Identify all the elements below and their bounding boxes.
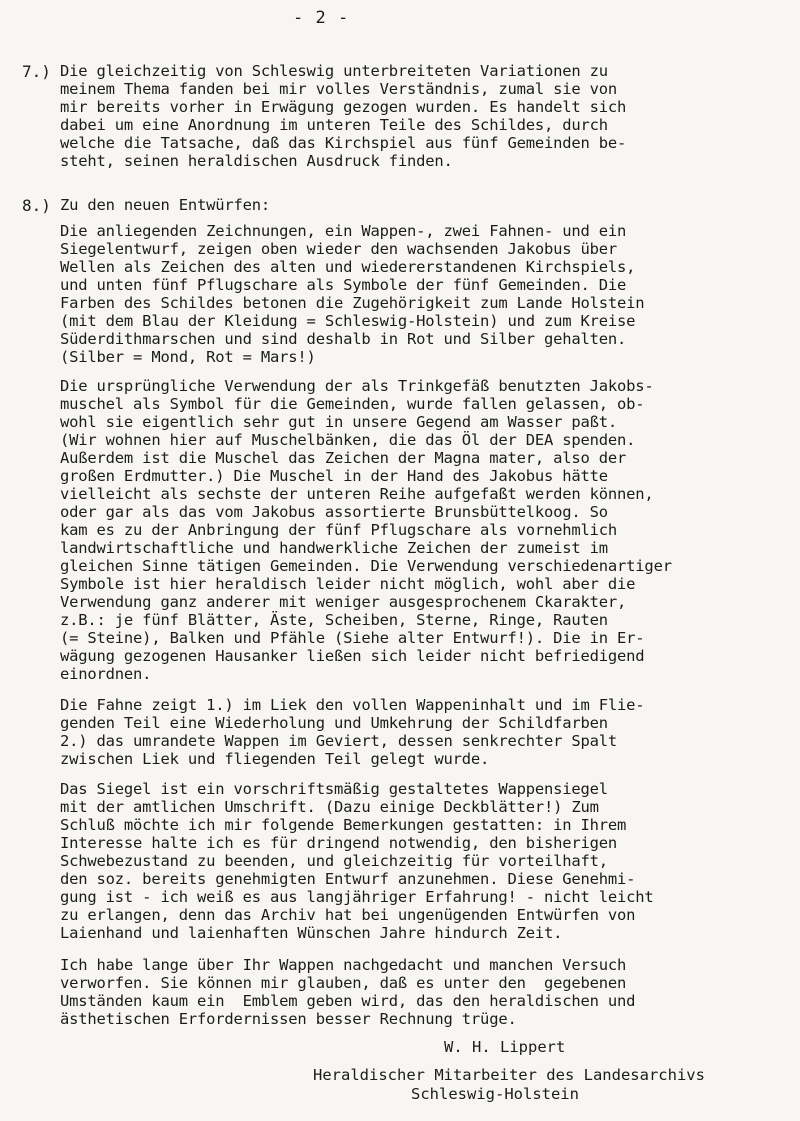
text-line: ästhetischen Erfordernissen besser Rechnung trüge. <box>60 1010 517 1028</box>
text-line: (Silber = Mond, Rot = Mars!) <box>60 348 316 366</box>
text-line: Umständen kaum ein Emblem geben wird, das den heraldischen und <box>60 992 636 1010</box>
section-8-number: 8.) <box>22 196 51 215</box>
text-line: (Wir wohnen hier auf Muschelbänken, die das Öl der DEA spenden. <box>60 431 636 449</box>
text-line: Wellen als Zeichen des alten und wiedererstandenen Kirchspiels, <box>60 258 636 276</box>
text-line: (mit dem Blau der Kleidung = Schleswig-Holstein) und zum Kreise <box>60 312 636 330</box>
text-line: zu erlangen, denn das Archiv hat bei ungenügenden Entwürfen von <box>60 906 636 924</box>
section-8-heading-row <box>22 196 762 214</box>
paragraph-shell <box>60 377 780 683</box>
paragraph-drawings <box>60 222 780 366</box>
section-7-number: 7.) <box>22 62 51 81</box>
text-line: Die anliegenden Zeichnungen, ein Wappen-, zwei Fahnen- und ein <box>60 222 627 240</box>
text-line: meinem Thema fanden bei mir volles Verständnis, zumal sie von <box>60 80 618 98</box>
text-line: landwirtschaftliche und handwerkliche Zeichen der zumeist im <box>60 539 608 557</box>
text-line: Siegelentwurf, zeigen oben wieder den wachsenden Jakobus über <box>60 240 618 258</box>
text-line: kam es zu der Anbringung der fünf Pflugschare als vornehmlich <box>60 521 618 539</box>
text-line: mir bereits vorher in Erwägung gezogen wurden. Es handelt sich <box>60 98 627 116</box>
text-line: zwischen Liek und fliegenden Teil gelegt wurde. <box>60 750 490 768</box>
paragraph-flag <box>60 696 780 768</box>
signature-title-line2: Schleswig-Holstein <box>411 1085 579 1103</box>
text-line: Laienhand und laienhaften Wünschen Jahre hindurch Zeit. <box>60 924 563 942</box>
text-line: vielleicht als sechste der unteren Reihe aufgefaßt werden können, <box>60 485 654 503</box>
paragraph-seal <box>60 780 780 942</box>
page-number: - 2 - <box>293 8 350 28</box>
text-line: Verwendung ganz anderer mit weniger ausgesprochenem Ckarakter, <box>60 593 627 611</box>
text-line: (= Steine), Balken und Pfähle (Siehe alter Entwurf!). Die in Er- <box>60 629 645 647</box>
paragraph-closing <box>60 956 780 1028</box>
text-line: muschel als Symbol für die Gemeinden, wurde fallen gelassen, ob- <box>60 395 645 413</box>
text-line: den soz. bereits genehmigten Entwurf anzunehmen. Diese Genehmi- <box>60 870 636 888</box>
text-line: und unten fünf Pflugschare als Symbole der fünf Gemeinden. Die <box>60 276 627 294</box>
text-line: großen Erdmutter.) Die Muschel in der Hand des Jakobus hätte <box>60 467 608 485</box>
text-line: dabei um eine Anordnung im unteren Teile des Schildes, durch <box>60 116 608 134</box>
text-line: Außerdem ist die Muschel das Zeichen der Magna mater, also der <box>60 449 627 467</box>
text-line: verworfen. Sie können mir glauben, daß es unter den gegebenen <box>60 974 627 992</box>
text-line: mit der amtlichen Umschrift. (Dazu einige Deckblätter!) Zum <box>60 798 599 816</box>
text-line: 2.) das umrandete Wappen im Geviert, dessen senkrechter Spalt <box>60 732 618 750</box>
text-line: oder gar als das vom Jakobus assortierte Brunsbüttelkoog. So <box>60 503 608 521</box>
text-line: welche die Tatsache, daß das Kirchspiel aus fünf Gemeinden be- <box>60 134 627 152</box>
section-8-heading: Zu den neuen Entwürfen: <box>60 196 271 214</box>
text-line: Das Siegel ist ein vorschriftsmäßig gestaltetes Wappensiegel <box>60 780 608 798</box>
text-line: Ich habe lange über Ihr Wappen nachgedacht und manchen Versuch <box>60 956 627 974</box>
signature-title-line1: Heraldischer Mitarbeiter des Landesarchivs <box>313 1066 705 1084</box>
text-line: Schluß möchte ich mir folgende Bemerkungen gestatten: in Ihrem <box>60 816 627 834</box>
text-line: Farben des Schildes betonen die Zugehörigkeit zum Lande Holstein <box>60 294 645 312</box>
text-line: gung ist - ich weiß es aus langjähriger Erfahrung! - nicht leicht <box>60 888 654 906</box>
text-line: Symbole ist hier heraldisch leider nicht möglich, wohl aber die <box>60 575 636 593</box>
text-line: steht, seinen heraldischen Ausdruck finden. <box>60 152 453 170</box>
section-7-body <box>60 62 762 170</box>
text-line: Die gleichzeitig von Schleswig unterbreiteten Variationen zu <box>60 62 608 80</box>
text-line: Schwebezustand zu beenden, und gleichzeitig für vorteilhaft, <box>60 852 608 870</box>
signature-name: W. H. Lippert <box>444 1038 566 1056</box>
text-line: Die ursprüngliche Verwendung der als Trinkgefäß benutzten Jakobs- <box>60 377 654 395</box>
text-line: wohl sie eigentlich sehr gut in unsere Gegend am Wasser paßt. <box>60 413 618 431</box>
text-line: einordnen. <box>60 665 152 683</box>
section-7 <box>22 62 762 170</box>
text-line: Süderdithmarschen und sind deshalb in Rot und Silber gehalten. <box>60 330 627 348</box>
text-line: Interesse halte ich es für dringend notwendig, den bisherigen <box>60 834 618 852</box>
text-line: gleichen Sinne tätigen Gemeinden. Die Verwendung verschiedenartiger <box>60 557 672 575</box>
text-line: z.B.: je fünf Blätter, Äste, Scheiben, Sterne, Ringe, Rauten <box>60 611 608 629</box>
text-line: genden Teil eine Wiederholung und Umkehrung der Schildfarben <box>60 714 608 732</box>
text-line: Die Fahne zeigt 1.) im Liek den vollen Wappeninhalt und im Flie- <box>60 696 645 714</box>
text-line: wägung gezogenen Hausanker ließen sich leider nicht befriedigend <box>60 647 645 665</box>
